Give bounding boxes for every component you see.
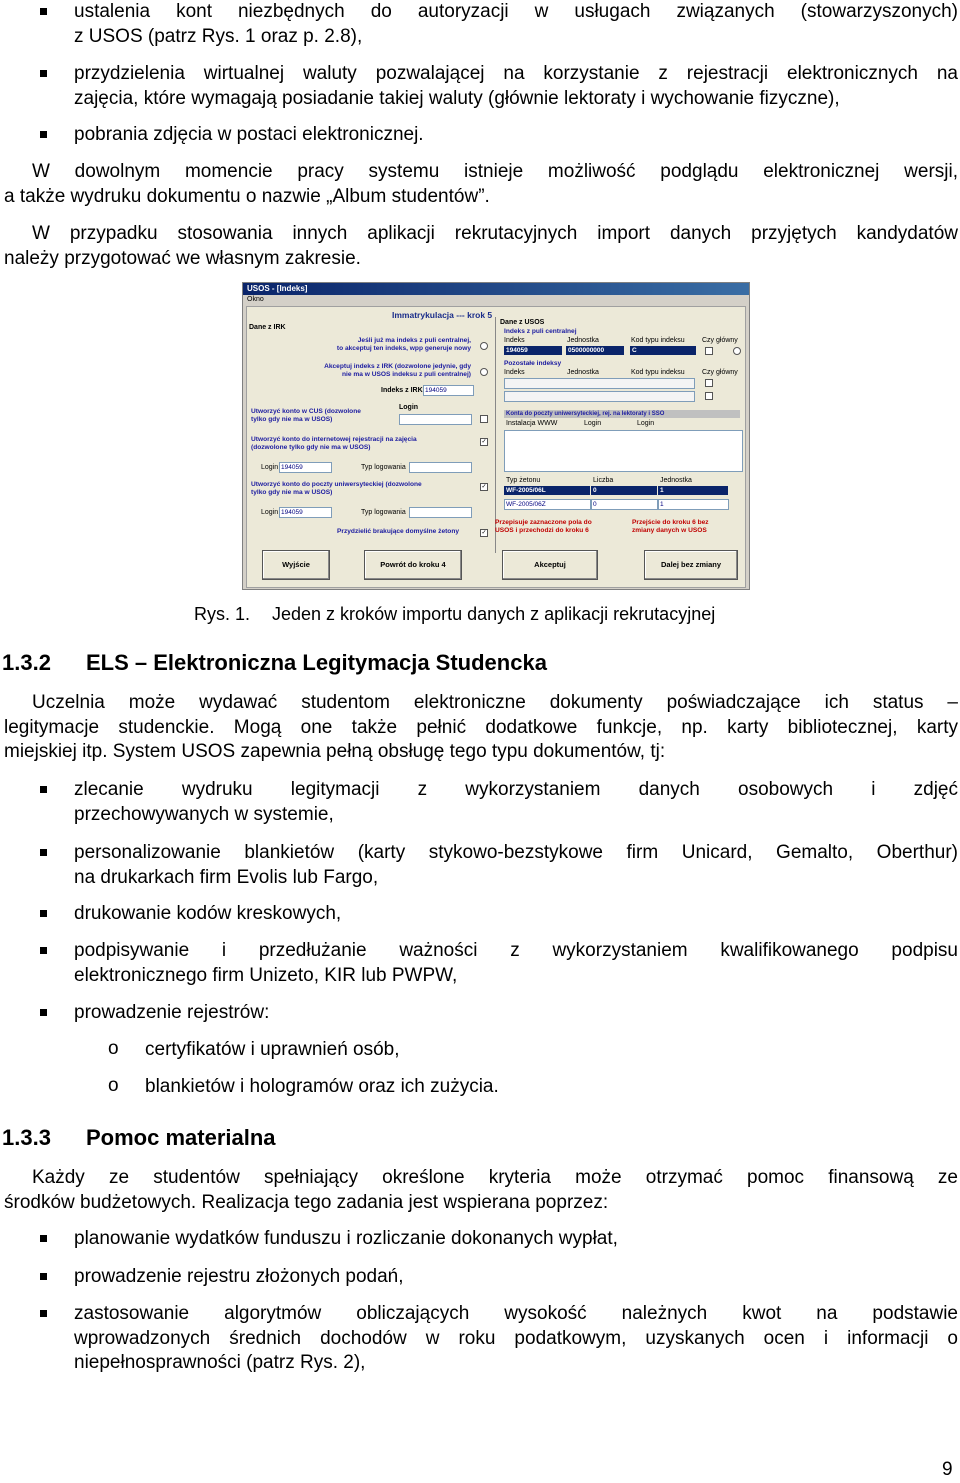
next-without-change-button[interactable]: Dalej bez zmiany [644,550,738,580]
list-item: zlecanie wydruku legitymacji z wykorzystaniem danych osobowych i zdjęć przechowywanych w systemie, [74,779,958,825]
cus-login-field[interactable] [399,414,472,425]
login-type-select[interactable] [409,507,472,518]
list-item: ustalenia kont niezbędnych do autoryzacji w usługach związanych (stowarzyszonych) z USOS (patrz Rys. 1 oraz p. 2.8), [74,1,958,47]
bullet-marker [40,849,47,856]
radio-accept-irk[interactable] [480,368,488,376]
option-create-mail: Utworzyć konto do poczty uniwersyteckiej (dozwolone tylko gdy nie ma w USOS) [251,481,422,496]
checkbox-other[interactable] [705,392,713,400]
right-section-title: Dane z USOS [500,319,545,326]
checkbox-create-registration[interactable]: ✓ [481,439,487,445]
paragraph: Każdy ze studentów spełniający określone kryteria może otrzymać pomoc finansową ze środków budżetowych. Realizacja tego zadania jest wspierana poprzez: [4,1167,958,1213]
bullet-marker [40,1009,47,1016]
list-item: prowadzenie rejestru złożonych podań, [74,1266,404,1287]
option-assign-tokens: Przydzielić brakujące domyślne żetony [337,528,460,535]
menu-item-okno[interactable]: Okno [247,296,264,303]
radio-central-row[interactable] [733,347,741,355]
paragraph: Uczelnia może wydawać studentom elektroniczne dokumenty poświadczające ich status – legitymacje studenckie. Mogą one także pełnić dodatkowe funkcje, np. karty bibliotecznej, karty miejskiej itp. System USOS zapewnia pełną obsługę tego typu dokumentów, tj: [4,692,958,762]
bullet-marker [40,1273,47,1280]
list-item: pobrania zdjęcia w postaci elektronicznej. [74,124,424,145]
bullet-marker [40,947,47,954]
login-type-label: Typ logowania [361,509,406,516]
checkbox-create-mail[interactable]: ✓ [481,484,487,490]
hint-accept: Przepisuje zaznaczone pola do USOS i przechodzi do kroku 6 [495,519,592,534]
accounts-header-text: Konta do poczty uniwersyteckiej, rej. na lektoraty i SSO [506,411,665,417]
bullet-marker [40,910,47,917]
window-titlebar: USOS - [Indeks] [243,283,750,295]
login-label: Login [261,509,279,516]
paragraph: W dowolnym momencie pracy systemu istnieje możliwość podglądu elektronicznej wersji, a także wydruku dokumentu o nazwie „Album studentów”. [4,161,958,207]
col-login: Login [637,420,655,427]
bullet-marker [40,70,47,77]
table-row-kod[interactable]: C [630,346,696,355]
list-item: drukowanie kodów kreskowych, [74,903,342,924]
sub-bullet-marker: o [108,1038,119,1059]
checkbox-czy-glowny[interactable] [705,347,713,355]
paragraph: W przypadku stosowania innych aplikacji rekrutacyjnych import danych przyjętych kandydatów należy przygotować we własnym zakresie. [4,223,958,269]
left-section-title: Dane z IRK [249,324,286,331]
col-jednostka: Jednostka [660,477,692,484]
checkbox-assign-tokens[interactable]: ✓ [481,530,487,536]
col-jednostka: Jednostka [567,369,599,376]
sub-list-item: blankietów i hologramów oraz ich zużycia. [145,1076,499,1097]
col-kod-typu: Kod typu indeksu [631,337,685,344]
list-item: zastosowanie algorytmów obliczających wysokość należnych kwot na podstawie wprowadzonych średnich dochodów w roku podatkowym, uzyskanych ocen i informacji o niepełnosprawności (patrz Rys. 2), [74,1303,958,1373]
radio-accept-central[interactable] [480,342,488,350]
list-item: podpisywanie i przedłużanie ważności z wykorzystaniem kwalifikowanego podpisu elektronicznego firm Unizeto, KIR lub PWPW, [74,940,958,986]
accept-button[interactable]: Akceptuj [502,550,598,580]
login-type-select[interactable] [409,462,472,473]
step-title: Immatrykulacja --- krok 5 [392,310,493,320]
sub-list-item: certyfikatów i uprawnień osób, [145,1039,400,1060]
token-row-jednostka[interactable]: 1 [658,499,729,510]
token-row-liczba[interactable]: 0 [591,486,657,495]
other-indexes-row[interactable] [504,391,695,402]
login-label: Login [261,464,279,471]
col-typ-zetonu: Typ żetonu [506,477,541,484]
section-heading: 1.3.2 ELS – Elektroniczna Legitymacja Studencka [2,650,547,675]
login-label: Login [399,404,419,411]
token-row-liczba[interactable]: 0 [591,499,658,510]
section-heading: 1.3.3 Pomoc materialna [2,1125,276,1150]
accounts-row[interactable] [504,430,743,472]
login-type-label: Typ logowania [361,464,406,471]
usos-window-screenshot [242,282,750,590]
bullet-marker [40,8,47,15]
col-login: Login [584,420,602,427]
col-czy-glowny: Czy główny [702,337,738,344]
import-panel [246,306,746,588]
hint-skip: Przejście do kroku 6 bez zmiany danych w USOS [632,519,709,534]
bullet-marker [40,131,47,138]
other-indexes-row[interactable] [504,378,695,389]
sub-bullet-marker: o [108,1075,119,1096]
bullet-marker [40,1310,47,1317]
col-liczba: Liczba [593,477,614,484]
col-kod-typu: Kod typu indeksu [631,369,685,376]
list-item: personalizowanie blankietów (karty stykowo-bezstykowe firm Unicard, Gemalto, Oberthur) na drukarkach firm Evolis lub Fargo, [74,842,958,888]
mail-login-field[interactable]: 194059 [279,507,332,518]
option-create-cus: Utworzyć konto w CUS (dozwolone tylko gdy nie ma w USOS) [251,408,361,423]
option-accept-central-index: Jeśli już ma indeks z puli centralnej, to akceptuj ten indeks, wpp generuje nowy [336,337,471,352]
menu-bar [243,295,750,305]
bullet-marker [40,1235,47,1242]
col-instalacja: Instalacja WWW [506,420,558,427]
back-to-step4-button[interactable]: Powrót do kroku 4 [364,550,462,580]
list-item: planowanie wydatków funduszu i rozliczanie dokonanych wypłat, [74,1228,618,1249]
list-item: przydzielenia wirtualnej waluty pozwalającej na korzystanie z rejestracji elektronicznych na zajęcia, które wymagają posiadanie takiej waluty (głównie lektoraty i wychowanie fizyczne), [74,63,958,109]
list-item: prowadzenie rejestrów: [74,1002,270,1023]
table-row-jednostka[interactable]: 0500000000 [566,346,624,355]
table-row-indeks[interactable]: 194059 [504,346,562,355]
token-row-jednostka[interactable]: 1 [658,486,728,495]
other-indexes-subtitle: Pozostałe indeksy [504,360,562,367]
option-create-registration: Utworzyć konto do internetowej rejestracji na zajęcia (dozwolone tylko gdy nie ma w USOS) [251,436,417,451]
checkbox-create-cus[interactable] [480,415,488,423]
figure-caption: Rys. 1. Jeden z kroków importu danych z aplikacji rekrutacyjnej [194,604,716,624]
indeks-irk-field[interactable]: 194059 [423,385,474,396]
central-index-subtitle: Indeks z puli centralnej [504,328,577,335]
token-row-typ[interactable]: WF-2005/06L [504,486,590,495]
checkbox-other[interactable] [705,379,713,387]
option-accept-irk-index: Akceptuj indeks z IRK (dozwolone jedynie, gdy nie ma w USOS indeksu z puli centralnej) [324,363,471,378]
col-indeks: Indeks [504,337,525,344]
bullet-marker [40,786,47,793]
token-row-typ[interactable]: WF-2005/06Z [504,499,591,510]
exit-button[interactable]: Wyjście [262,550,330,580]
col-indeks: Indeks [504,369,525,376]
indeks-irk-label: Indeks z IRK [381,387,423,394]
col-jednostka: Jednostka [567,337,599,344]
col-czy-glowny: Czy główny [702,369,738,376]
registration-login-field[interactable]: 194059 [279,462,332,473]
page-number: 9 [942,1459,953,1480]
